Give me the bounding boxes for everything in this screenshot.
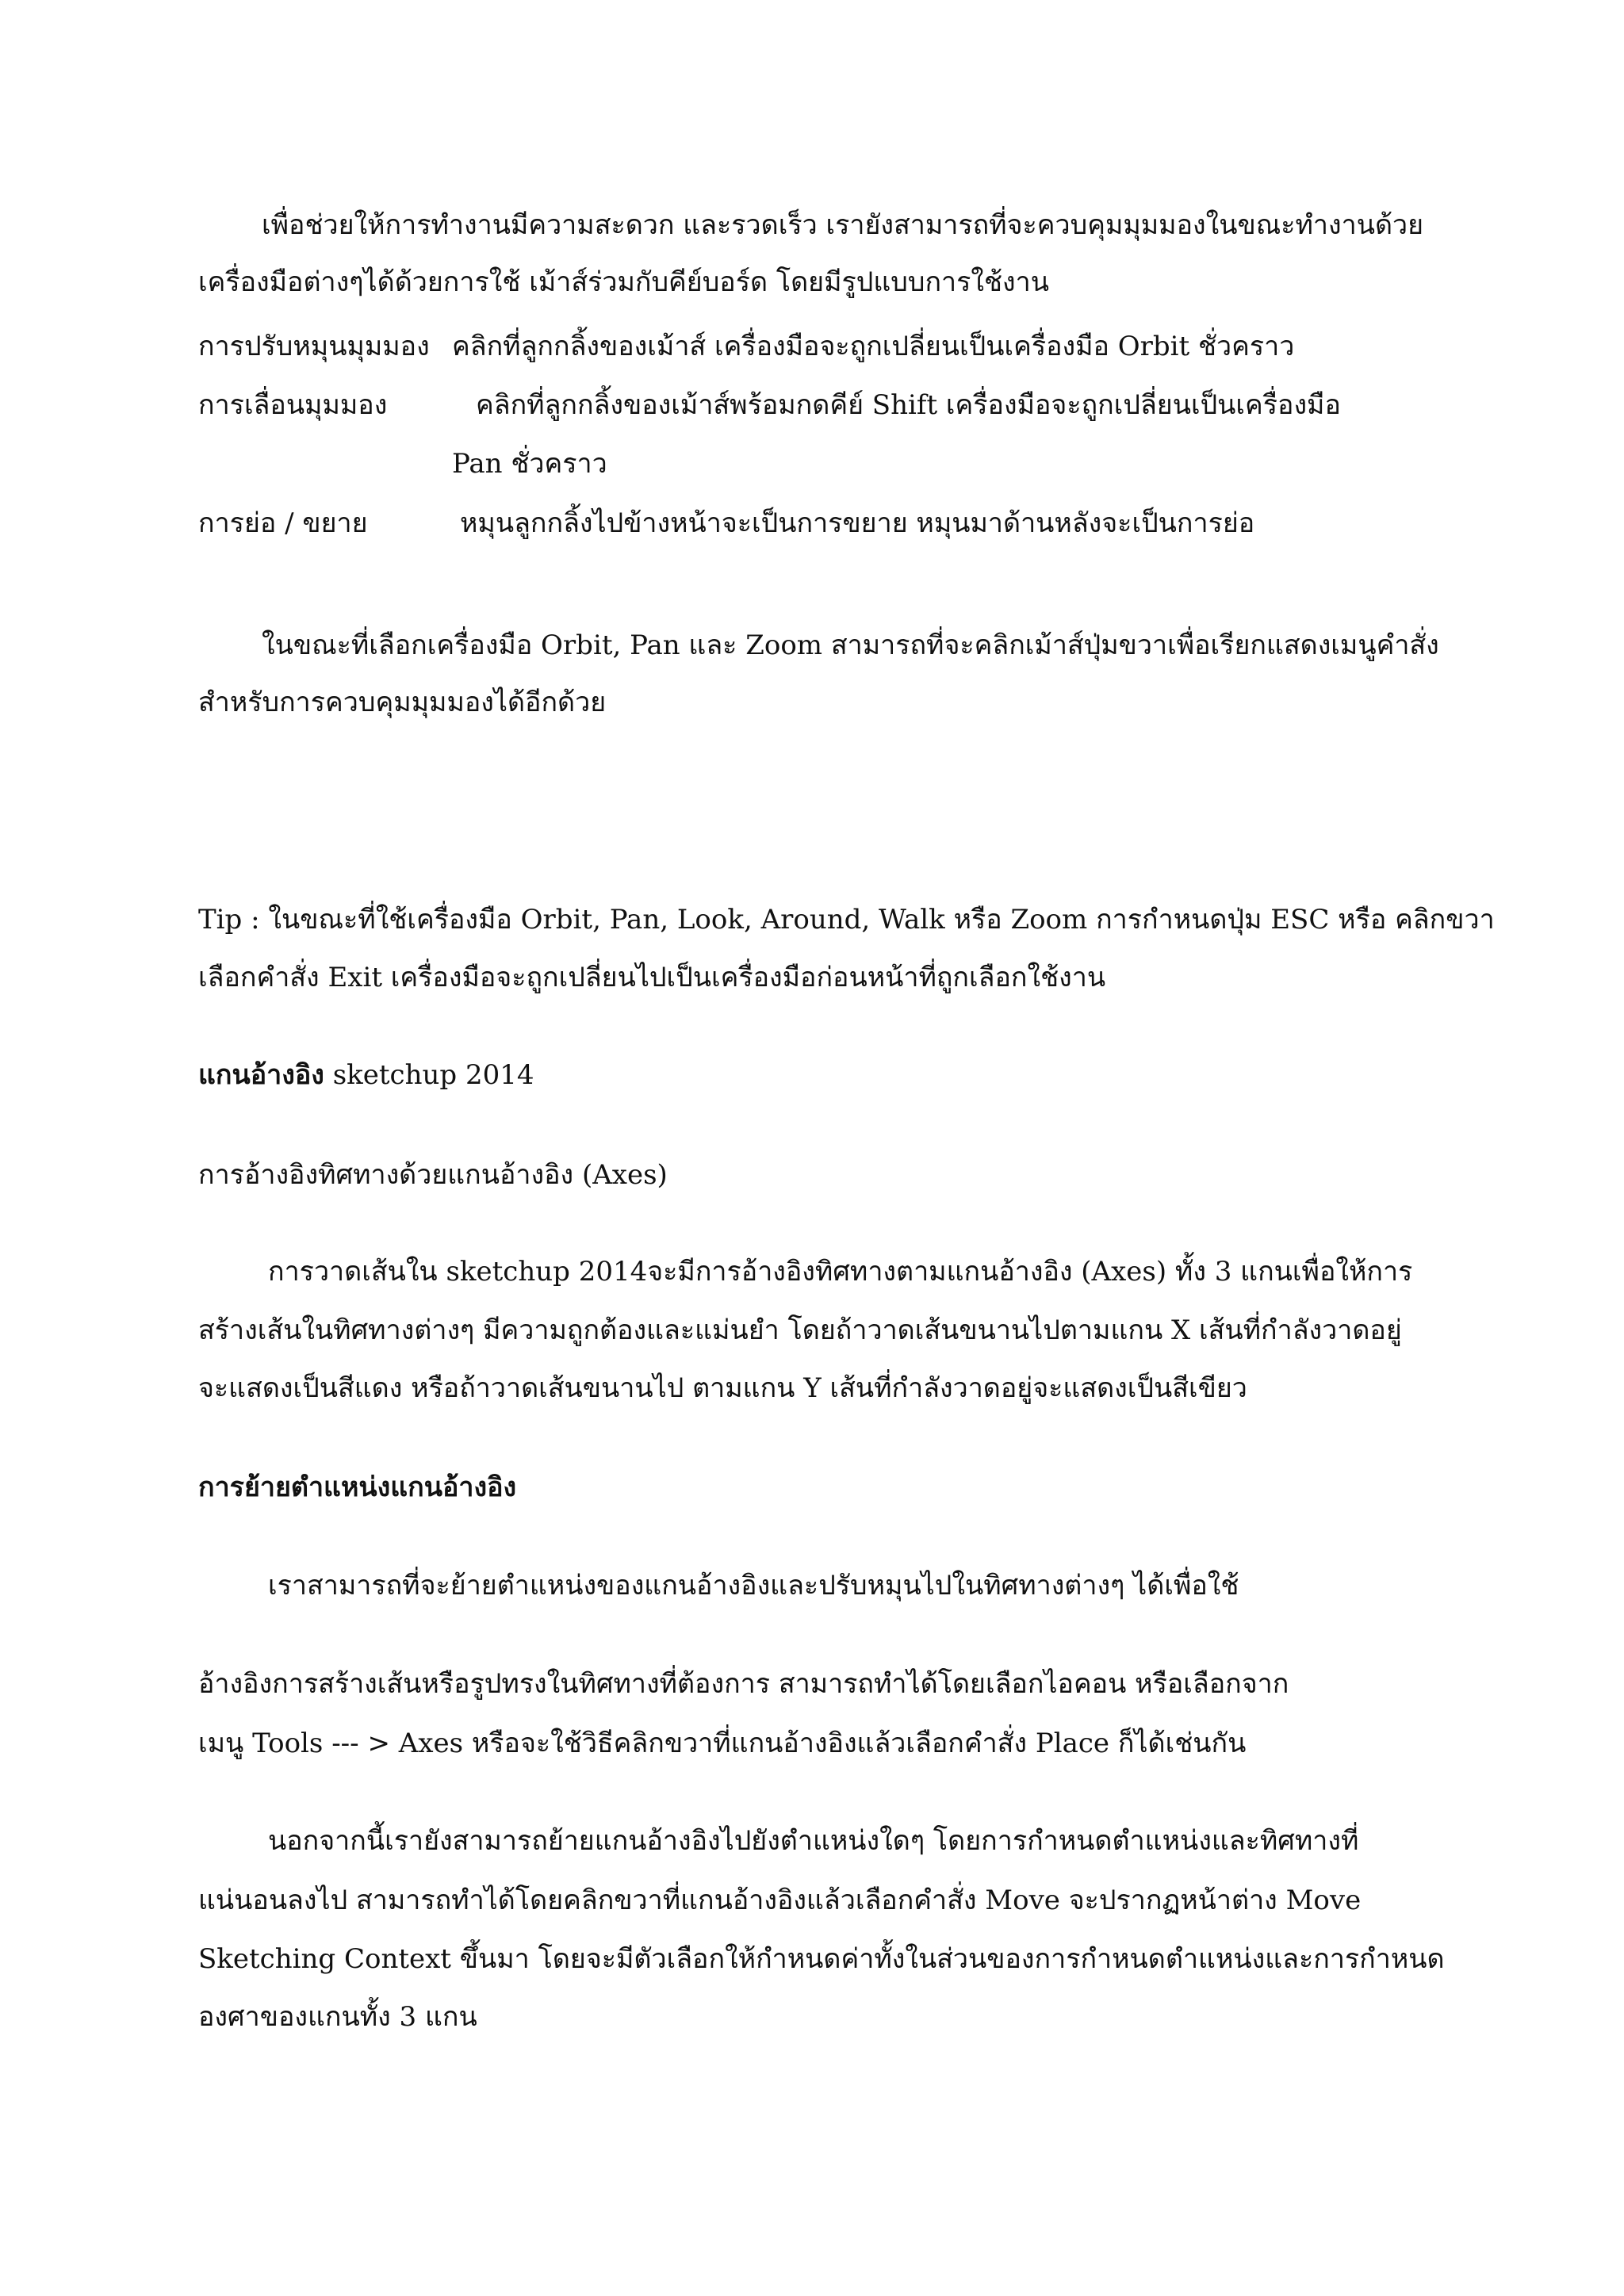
axes-heading bbox=[198, 1059, 534, 1091]
move-paragraph-3-line-3: Sketching Context ขึ้นมา โดยจะมีตัวเลือกให้กำหนดค่าทั้งในส่วนของการกำหนดตำแหน่งและการกำหนด bbox=[198, 1943, 1445, 1975]
pan-label: การเลื่อนมุมมอง bbox=[198, 389, 388, 421]
axes-paragraph-line-3: จะแสดงเป็นสีแดง หรือถ้าวาดเส้นขนานไป ตามแกน Y เส้นที่กำลังวาดอยู่จะแสดงเป็นสีเขียว bbox=[198, 1372, 1247, 1404]
intro-line-2: เครื่องมือต่างๆได้ด้วยการใช้ เม้าส์ร่วมกับคีย์บอร์ด โดยมีรูปแบบการใช้งาน bbox=[198, 266, 1049, 298]
move-paragraph-2-line-1: อ้างอิงการสร้างเส้นหรือรูปทรงในทิศทางที่ต้องการ สามารถทำได้โดยเลือกไอคอน หรือเลือกจาก bbox=[198, 1668, 1289, 1700]
pan-description-line-2: Pan ชั่วคราว bbox=[452, 448, 607, 480]
move-paragraph-3-line-2: แน่นอนลงไป สามารถทำได้โดยคลิกขวาที่แกนอ้างอิงแล้วเลือกคำสั่ง Move จะปรากฏหน้าต่าง Move bbox=[198, 1885, 1362, 1916]
pan-description-line-1: คลิกที่ลูกกลิ้งของเม้าส์พร้อมกดคีย์ Shift เครื่องมือจะถูกเปลี่ยนเป็นเครื่องมือ bbox=[476, 389, 1341, 421]
rotate-description: คลิกที่ลูกกลิ้งของเม้าส์ เครื่องมือจะถูกเปลี่ยนเป็นเครื่องมือ Orbit ชั่วคราว bbox=[452, 331, 1295, 362]
move-axes-heading: การย้ายตำแหน่งแกนอ้างอิง bbox=[198, 1471, 517, 1503]
rotate-label: การปรับหมุนมุมมอง bbox=[198, 331, 430, 362]
axes-heading-rest: sketchup 2014 bbox=[324, 1059, 534, 1091]
context-menu-line-2: สำหรับการควบคุมมุมมองได้อีกด้วย bbox=[198, 687, 607, 718]
zoom-description: หมุนลูกกลิ้งไปข้างหน้าจะเป็นการขยาย หมุนมาด้านหลังจะเป็นการย่อ bbox=[460, 507, 1255, 539]
move-paragraph-2-line-2: เมนู Tools --- > Axes หรือจะใช้วิธีคลิกขวาที่แกนอ้างอิงแล้วเลือกคำสั่ง Place ก็ได้เช่นกัน bbox=[198, 1728, 1247, 1759]
move-paragraph-1: เราสามารถที่จะย้ายตำแหน่งของแกนอ้างอิงและปรับหมุนไปในทิศทางต่างๆ ได้เพื่อใช้ bbox=[268, 1570, 1239, 1601]
axes-paragraph-line-1: การวาดเส้นใน sketchup 2014จะมีการอ้างอิงทิศทางตามแกนอ้างอิง (Axes) ทั้ง 3 แกนเพื่อให้การ bbox=[268, 1256, 1413, 1288]
context-menu-line-1: ในขณะที่เลือกเครื่องมือ Orbit, Pan และ Zoom สามารถที่จะคลิกเม้าส์ปุ่มขวาเพื่อเรียกแสดงเมนูคำสั่ง bbox=[262, 629, 1439, 661]
tip-line-1: Tip : ในขณะที่ใช้เครื่องมือ Orbit, Pan, Look, Around, Walk หรือ Zoom การกำหนดปุ่ม ESC หรือ คลิกขวา bbox=[198, 904, 1495, 936]
axes-subheading: การอ้างอิงทิศทางด้วยแกนอ้างอิง (Axes) bbox=[198, 1159, 668, 1191]
axes-paragraph-line-2: สร้างเส้นในทิศทางต่างๆ มีความถูกต้องและแม่นยำ โดยถ้าวาดเส้นขนานไปตามแกน X เส้นที่กำลังวาดอยู่ bbox=[198, 1314, 1402, 1346]
intro-line-1: เพื่อช่วยให้การทำงานมีความสะดวก และรวดเร็ว เรายังสามารถที่จะควบคุมมุมมองในขณะทำงานด้วย bbox=[262, 209, 1424, 241]
axes-heading-bold: แกนอ้างอิง bbox=[198, 1059, 324, 1091]
zoom-label: การย่อ / ขยาย bbox=[198, 507, 368, 539]
tip-line-2: เลือกคำสั่ง Exit เครื่องมือจะถูกเปลี่ยนไปเป็นเครื่องมือก่อนหน้าที่ถูกเลือกใช้งาน bbox=[198, 962, 1106, 993]
move-paragraph-3-line-4: องศาของแกนทั้ง 3 แกน bbox=[198, 2001, 477, 2033]
move-paragraph-3-line-1: นอกจากนี้เรายังสามารถย้ายแกนอ้างอิงไปยังตำแหน่งใดๆ โดยการกำหนดตำแหน่งและทิศทางที่ bbox=[268, 1825, 1359, 1857]
